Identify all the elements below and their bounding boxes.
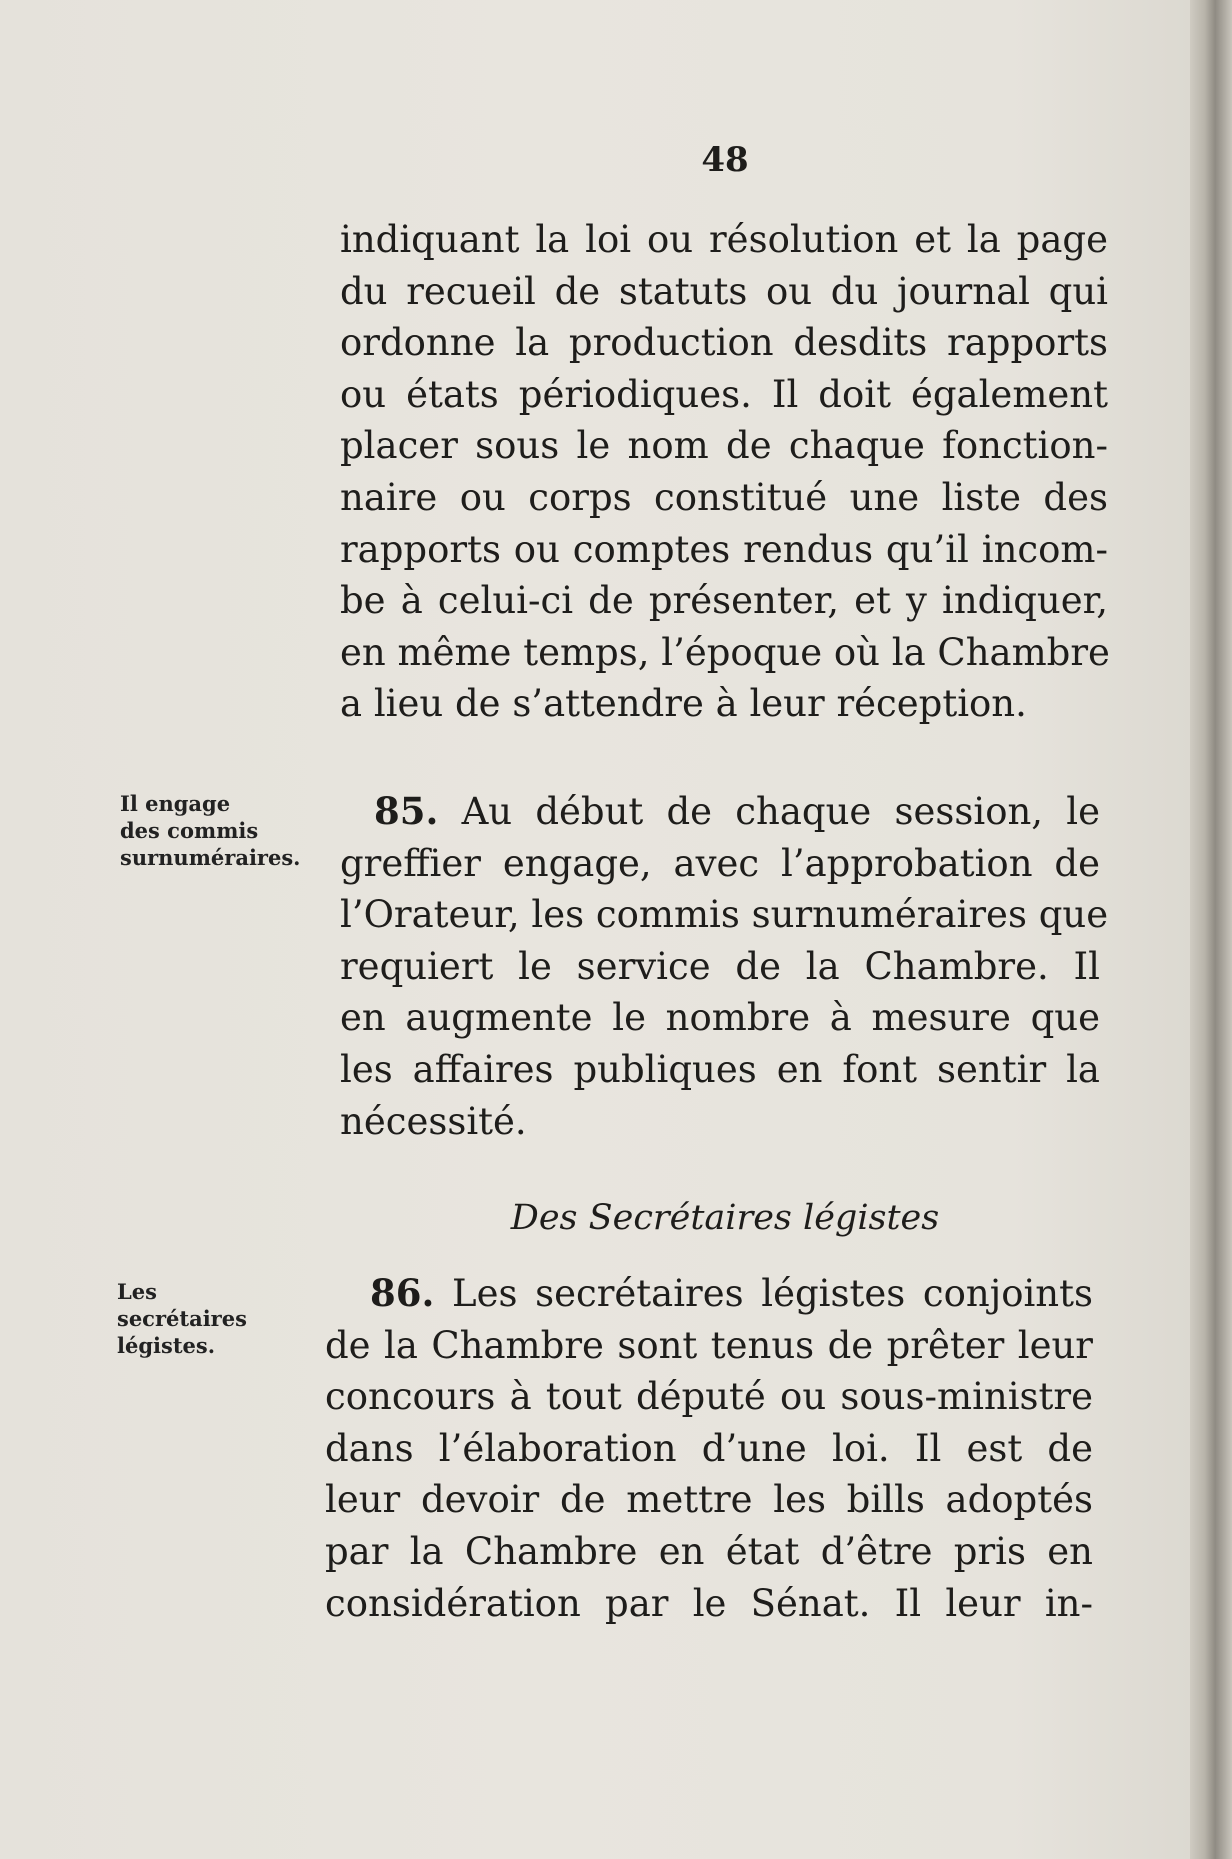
page-binding-edge — [1190, 0, 1232, 1859]
text-segment: Les secrétaires légistes conjoints — [452, 1272, 1093, 1315]
paragraph-continuation — [340, 214, 1108, 730]
margin-note-line: légistes. — [117, 1333, 216, 1358]
margin-note-line: secrétaires — [117, 1306, 247, 1331]
margin-note-85 — [120, 790, 300, 871]
text-line: l’Orateur, les commis surnuméraires que — [340, 893, 1109, 937]
text-line: indiquant la loi ou résolution et la page — [340, 218, 1108, 261]
text-line: dans l’élaboration d’une loi. Il est de — [325, 1426, 1093, 1470]
section-number: 86. — [370, 1271, 435, 1315]
text-line: par la Chambre en état d’être pris en — [325, 1529, 1093, 1573]
text-line: du recueil de statuts ou du journal qui — [340, 269, 1108, 313]
text-line: naire ou corps constitué une liste des — [340, 475, 1108, 519]
text-line: nécessité. — [340, 1099, 527, 1143]
page-number: 48 — [701, 140, 749, 180]
margin-note-86 — [117, 1278, 247, 1359]
text-line: placer sous le nom de chaque fonction- — [340, 424, 1108, 468]
section-85 — [340, 786, 1109, 1147]
text-line: concours à tout député ou sous-ministre — [325, 1375, 1093, 1419]
text-line: leur devoir de mettre les bills adoptés — [325, 1478, 1093, 1522]
section-heading: Des Secrétaires légistes — [510, 1198, 940, 1238]
margin-note-line: des commis — [120, 818, 259, 843]
text-line: les affaires publiques en font sentir la — [340, 1047, 1100, 1091]
text-line: a lieu de s’attendre à leur réception. — [340, 682, 1027, 726]
text-line: en même temps, l’époque où la Chambre — [340, 630, 1110, 674]
margin-note-line: surnuméraires. — [120, 845, 301, 870]
text-line: en augmente le nombre à mesure que — [340, 996, 1100, 1040]
text-line: greffier engage, avec l’approbation de — [340, 841, 1100, 885]
text-line: de la Chambre sont tenus de prêter leur — [325, 1323, 1093, 1367]
text-line: ordonne la production desdits rapports — [340, 321, 1108, 365]
section-number: 85. — [374, 789, 439, 833]
section-86 — [325, 1268, 1093, 1629]
section-86-first-line — [325, 1268, 1093, 1320]
text-line: ou états périodiques. Il doit également — [340, 372, 1108, 416]
text-line: be à celui-ci de présenter, et y indiquer, — [340, 579, 1108, 623]
text-segment: Au début de chaque session, le — [461, 790, 1100, 833]
text-line: considération par le Sénat. Il leur in- — [325, 1581, 1093, 1625]
text-line: requiert le service de la Chambre. Il — [340, 944, 1100, 988]
section-85-first-line — [340, 786, 1100, 838]
margin-note-line: Il engage — [120, 791, 231, 816]
text-line: rapports ou comptes rendus qu’il incom- — [340, 527, 1108, 571]
margin-note-line: Les — [117, 1279, 157, 1304]
